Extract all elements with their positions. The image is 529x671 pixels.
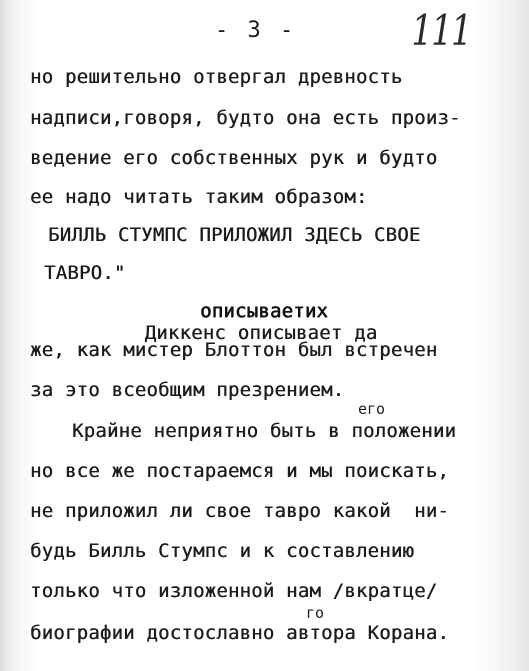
text-line-7: Диккенс описывает да bbox=[144, 322, 378, 344]
text-line-6: ТАВРО." bbox=[44, 262, 126, 284]
text-line-12: не приложил ли свое тавро какой ни- bbox=[30, 500, 450, 522]
superscript-go: го bbox=[306, 604, 325, 622]
folio-handwritten-number: 111 bbox=[411, 6, 471, 55]
text-line-8: же, как мистер Блоттон был встречен bbox=[30, 339, 438, 361]
text-line-3: ведение его собственных рук и будто bbox=[30, 147, 438, 169]
text-line-13: будь Билль Стумпс и к составлению bbox=[30, 540, 415, 562]
text-line-11: но все же постараемся и мы поискать, bbox=[30, 460, 450, 482]
text-line-9: за это всеобщим презрением. bbox=[30, 379, 345, 401]
text-line-2: надписи,говоря, будто она есть произ- bbox=[30, 107, 461, 129]
page-number: - 3 - bbox=[215, 18, 297, 43]
text-line-1: но решительно отвергал древность bbox=[30, 66, 403, 88]
overtyped-word: описываетих bbox=[200, 300, 329, 322]
text-line-5: БИЛЛЬ СТУМПС ПРИЛОЖИЛ ЗДЕСЬ СВОЕ bbox=[48, 224, 421, 246]
text-line-10: Крайне неприятно быть в положении bbox=[72, 420, 457, 442]
superscript-ego: его bbox=[358, 400, 386, 418]
text-line-14: только что изложенной нам /вкратце/ bbox=[30, 580, 438, 602]
text-line-4: ее надо читать таким образом: bbox=[30, 186, 368, 208]
text-line-15: биографии достославно автора Корана. bbox=[30, 622, 450, 644]
